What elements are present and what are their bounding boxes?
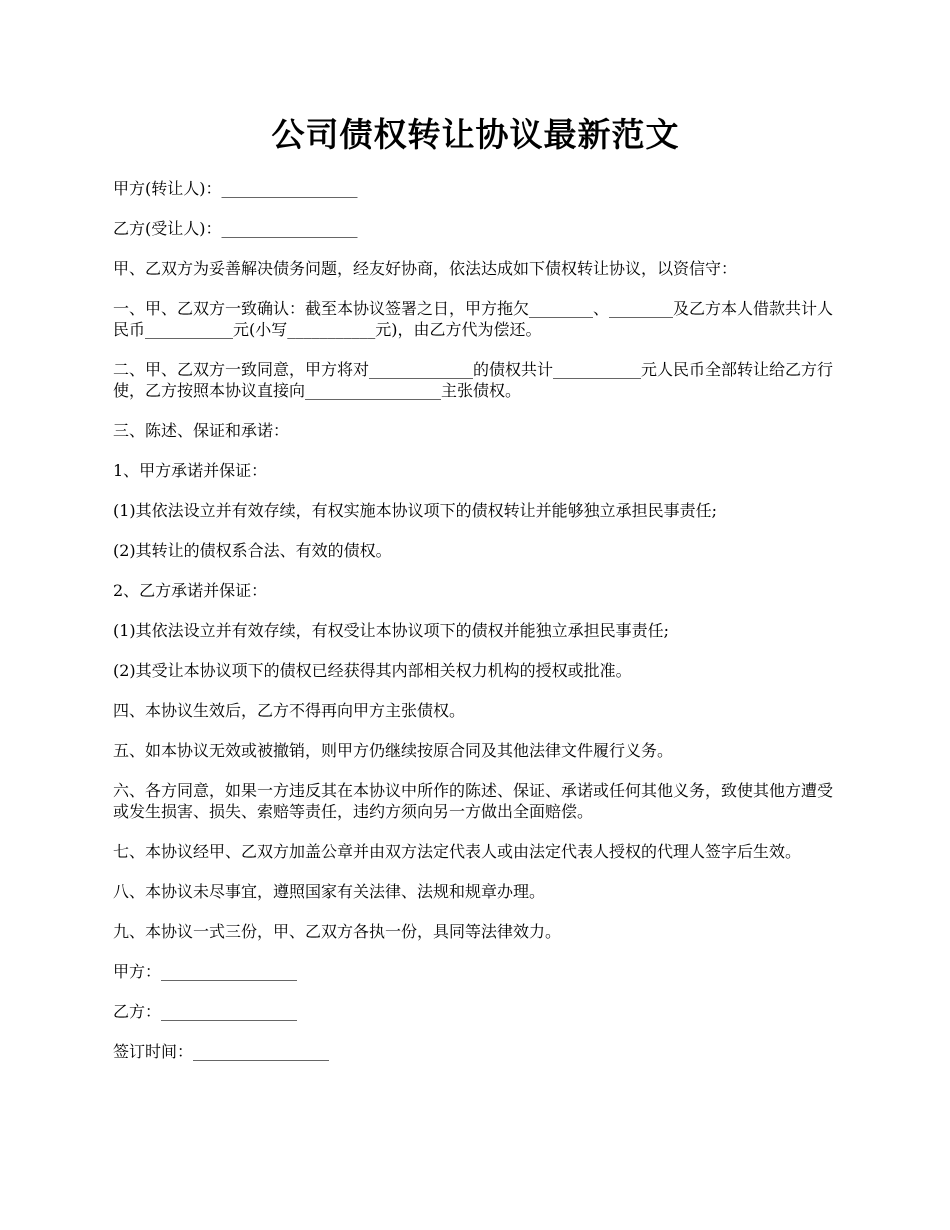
- clause-6-paragraph: 六、各方同意，如果一方违反其在本协议中所作的陈述、保证、承诺或任何其他义务，致使其他方遭受或发生损害、损失、索赔等责任，违约方须向另一方做出全面赔偿。: [113, 781, 834, 821]
- clause-3-2-item-2: (2)其受让本协议项下的债权已经获得其内部相关权力机构的授权或批准。: [113, 661, 632, 680]
- clause-1-paragraph: 一、甲、乙双方一致确认：截至本协议签署之日，甲方拖欠________、________及乙方本人借款共计人民币___________元(小写___________元)，由乙方代为偿还。: [113, 299, 834, 339]
- party-b-line: 乙方(受让人)：_________________: [113, 219, 358, 238]
- clause-3-1-item-1: (1)其依法设立并有效存续，有权实施本协议项下的债权转让并能够独立承担民事责任;: [113, 501, 718, 520]
- clause-3-1-heading: 1、甲方承诺并保证：: [113, 461, 268, 480]
- clause-3-2-heading: 2、乙方承诺并保证：: [113, 581, 268, 600]
- preamble-paragraph: 甲、乙双方为妥善解决债务问题，经友好协商，依法达成如下债权转让协议，以资信守：: [113, 259, 738, 278]
- clause-9-paragraph: 九、本协议一式三份，甲、乙双方各执一份，具同等法律效力。: [113, 922, 562, 941]
- clause-8-paragraph: 八、本协议未尽事宜，遵照国家有关法律、法规和规章办理。: [113, 882, 546, 901]
- document-body: [113, 178, 838, 1062]
- clause-4-paragraph: 四、本协议生效后，乙方不得再向甲方主张债权。: [113, 701, 466, 720]
- document-title: 公司债权转让协议最新范文: [271, 115, 680, 154]
- clause-3-1-item-2: (2)其转让的债权系合法、有效的债权。: [113, 541, 392, 560]
- party-a-line: 甲方(转让人)：_________________: [113, 179, 358, 198]
- clause-3-2-item-1: (1)其依法设立并有效存续，有权受让本协议项下的债权并能独立承担民事责任;: [113, 621, 670, 640]
- clause-7-paragraph: 七、本协议经甲、乙双方加盖公章并由双方法定代表人或由法定代表人授权的代理人签字后生效。: [113, 842, 802, 861]
- clause-5-paragraph: 五、如本协议无效或被撤销，则甲方仍继续按原合同及其他法律文件履行义务。: [113, 741, 674, 760]
- clause-2-paragraph: 二、甲、乙双方一致同意，甲方将对_____________的债权共计___________元人民币全部转让给乙方行使，乙方按照本协议直接向_________________主张债权。: [113, 360, 834, 400]
- signature-party-a: 甲方：_________________: [113, 962, 298, 981]
- signature-party-b: 乙方：_________________: [113, 1002, 298, 1021]
- clause-3-heading: 三、陈述、保证和承诺：: [113, 421, 290, 440]
- signing-date-line: 签订时间：_________________: [113, 1042, 330, 1061]
